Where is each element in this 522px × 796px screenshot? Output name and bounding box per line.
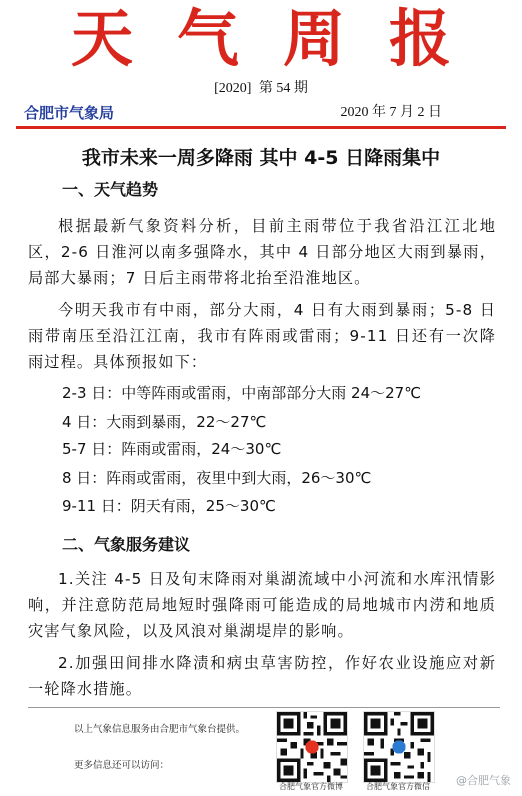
watermark: @合肥气象 [456, 774, 511, 787]
wechat-qr-code[interactable] [363, 711, 435, 783]
agency-name: 合肥市气象局 [24, 104, 115, 122]
paragraph-trend-2: 今明天我市有中雨，部分大雨，4 日有大雨到暴雨；5-8 日雨带南压至沿江江南，我市有阵雨或雷雨；9-11 日还有一次降雨过程。具体预报如下： [28, 301, 496, 371]
footer-note-provider: 以上气象信息服务由合肥市气象台提供。 [74, 724, 246, 735]
footer-divider [28, 707, 500, 708]
headline: 我市未来一周多降雨 其中 4-5 日降雨集中 [81, 147, 441, 169]
forecast-item: 4 日：大雨到暴雨，22～27℃ [62, 413, 267, 431]
issue-number: 第 54 期 [258, 81, 308, 96]
forecast-item: 5-7 日：阵雨或雷雨，24～30℃ [62, 440, 282, 458]
forecast-item: 2-3 日：中等阵雨或雷雨，中南部部分大雨 24～27℃ [62, 384, 422, 402]
paragraph-advice-2: 2.加强田间排水降渍和病虫草害防控，作好农业设施应对新一轮降水措施。 [28, 654, 496, 698]
forecast-item: 9-11 日：阴天有雨，25～30℃ [62, 497, 276, 515]
paragraph-trend-1: 根据最新气象资料分析，目前主雨带位于我省沿江江北地区，2-6 日淮河以南多强降水，其中 4 日部分地区大雨到暴雨，局部大暴雨；7 日后主雨带将北抬至沿淮地区。 [28, 217, 496, 287]
qr-code-icon [277, 712, 347, 782]
publish-date: 2020 年 7 月 2 日 [340, 105, 442, 120]
weibo-qr-code[interactable] [276, 711, 348, 783]
issue-year: [2020] [214, 81, 252, 96]
header-divider [16, 126, 506, 129]
issue-line [0, 80, 522, 98]
section-title-advice: 二、气象服务建议 [62, 535, 191, 554]
paragraph-advice-1: 1.关注 4-5 日及旬末降雨对巢湖流域中小河流和水库汛情影响，并注意防范局地短时强降雨可能造成的局地城市内涝和地质灾害气象风险，以及风浪对巢湖堤岸的影响。 [28, 570, 496, 640]
footer-note-more: 更多信息还可以访问： [74, 760, 170, 771]
weibo-qr-label: 合肥气象官方微博 [279, 782, 343, 791]
qr-code-icon [364, 712, 434, 782]
wechat-qr-label: 合肥气象官方微信 [366, 782, 430, 791]
masthead-title: 天气周报 [70, 2, 495, 75]
forecast-item: 8 日：阵雨或雷雨，夜里中到大雨，26～30℃ [62, 469, 372, 487]
section-title-trend: 一、天气趋势 [62, 180, 159, 199]
